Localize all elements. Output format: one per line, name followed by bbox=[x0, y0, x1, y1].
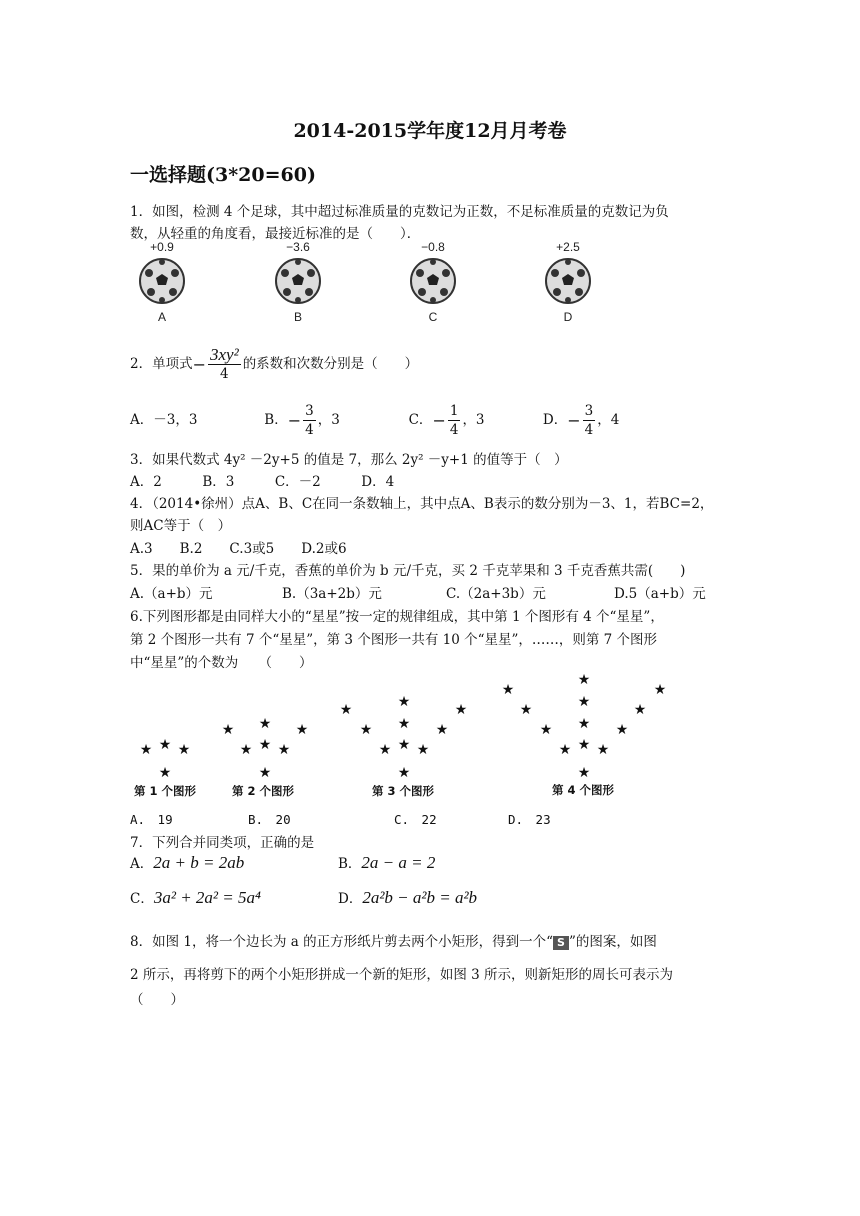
soccer-ball-icon bbox=[273, 256, 323, 306]
fig4-caption: 第 4 个图形 bbox=[552, 783, 615, 797]
star-icon: ★ bbox=[416, 742, 430, 758]
ball-a bbox=[132, 240, 192, 330]
q6-line2: 第 2 个图形一共有 7 个“星星”，第 3 个图形一共有 10 个“星星”，……，则第 7 个图形 bbox=[130, 632, 658, 648]
q4-line2: 则AC等于（ ） bbox=[130, 518, 232, 534]
star-icon: ★ bbox=[221, 722, 235, 738]
q2-option-d: D．− $\frac{3}{4}$ ，4 bbox=[542, 403, 620, 438]
star-icon: ★ bbox=[378, 742, 392, 758]
q6-line3: 中“星星”的个数为 （ ） bbox=[130, 655, 313, 671]
q2-line bbox=[130, 346, 418, 383]
star-icon: ★ bbox=[359, 722, 373, 738]
ball-d-value: +2.5 bbox=[556, 240, 580, 254]
star-icon: ★ bbox=[435, 722, 449, 738]
star-icon: ★ bbox=[501, 682, 515, 698]
q6-option-a: A. 19 bbox=[130, 812, 173, 827]
star-icon: ★ bbox=[577, 716, 591, 732]
star-icon: ★ bbox=[454, 702, 468, 718]
q7-option-a: A．2a + b = 2ab bbox=[130, 853, 245, 872]
q2-option-b: B．− $\frac{3}{4}$ ，3 bbox=[264, 403, 340, 438]
ball-c-letter: C bbox=[428, 310, 438, 324]
ball-c bbox=[403, 240, 463, 330]
q2-minus: − bbox=[192, 355, 206, 374]
ball-b bbox=[268, 240, 328, 330]
q2-option-a: A．－3，3 bbox=[130, 412, 198, 428]
star-icon: ★ bbox=[397, 694, 411, 710]
q6-option-d: D. 23 bbox=[508, 812, 551, 827]
page-title: 2014-2015学年度12月月考卷 bbox=[293, 120, 567, 142]
star-icon: ★ bbox=[653, 682, 667, 698]
star-icon: ★ bbox=[577, 765, 591, 778]
star-icon: ★ bbox=[158, 737, 172, 753]
ball-b-letter: B bbox=[293, 310, 302, 324]
star-icon: ★ bbox=[577, 737, 591, 753]
ball-a-letter: A bbox=[157, 310, 166, 324]
star-icon: ★ bbox=[258, 765, 272, 778]
q5-option-d: D.5（a+b）元 bbox=[614, 586, 706, 602]
star-icon: ★ bbox=[558, 742, 572, 758]
q3-line: 3．如果代数式 4y² －2y+5 的值是 7，那么 2y² －y+1 的值等于（ ） bbox=[130, 452, 568, 468]
star-icon: ★ bbox=[615, 722, 629, 738]
q2-prefix: 2．单项式 bbox=[130, 356, 193, 372]
q5-option-c: C.（2a+3b）元 bbox=[446, 586, 546, 602]
q7-option-b: B．2a − a = 2 bbox=[338, 853, 436, 872]
q8-line1: 8．如图 1，将一个边长为 a 的正方形纸片剪去两个小矩形，得到一个“ S ”的图案，如图 bbox=[130, 934, 657, 950]
q2-option-c: C．− $\frac{1}{4}$ ，3 bbox=[408, 403, 485, 438]
star-icon: ★ bbox=[633, 702, 647, 718]
soccer-ball-icon bbox=[543, 256, 593, 306]
q4-line1: 4．（2014•徐州）点A、B、C在同一条数轴上，其中点A、B表示的数分别为－3、1，若BC=2， bbox=[130, 496, 714, 512]
q2-suffix: 的系数和次数分别是（ ） bbox=[242, 356, 419, 372]
q8-line3: （ ） bbox=[130, 992, 184, 1008]
soccer-ball-icon bbox=[408, 256, 458, 306]
q5-option-b: B.（3a+2b）元 bbox=[282, 586, 382, 602]
star-icon: ★ bbox=[577, 694, 591, 710]
star-icon: ★ bbox=[258, 716, 272, 732]
q5-option-a: A.（a+b）元 bbox=[130, 586, 213, 602]
star-icon: ★ bbox=[577, 672, 591, 688]
ball-d-letter: D bbox=[563, 310, 573, 324]
star-icon: ★ bbox=[397, 716, 411, 732]
soccer-ball-icon bbox=[137, 256, 187, 306]
star-icon: ★ bbox=[539, 722, 553, 738]
q2-numerator: 3xy² bbox=[210, 345, 239, 364]
star-icon: ★ bbox=[158, 765, 172, 778]
star-icon: ★ bbox=[339, 702, 353, 718]
q7-option-c: C．3a² + 2a² = 5a⁴ bbox=[130, 888, 261, 907]
q8-line2: 2 所示，再将剪下的两个小矩形拼成一个新的矩形，如图 3 所示，则新矩形的周长可表示为 bbox=[130, 967, 674, 983]
star-icon: ★ bbox=[277, 742, 291, 758]
q4-options: A.3 B.2 C.3或5 D.2或6 bbox=[130, 541, 347, 557]
q1-line1: 1．如图，检测 4 个足球，其中超过标准质量的克数记为正数，不足标准质量的克数记为负 bbox=[130, 204, 669, 220]
q2-denominator: 4 bbox=[220, 366, 229, 382]
ball-b-value: −3.6 bbox=[286, 240, 310, 254]
fig3-caption: 第 3 个图形 bbox=[372, 784, 435, 798]
star-icon: ★ bbox=[258, 737, 272, 753]
star-pattern-figures bbox=[120, 668, 680, 778]
q6-line1: 6.下列图形都是由同样大小的“星星”按一定的规律组成，其中第 1 个图形有 4 个“星星”， bbox=[130, 609, 664, 625]
star-icon: ★ bbox=[519, 702, 533, 718]
q3-options: A．2 B．3 C．－2 D．4 bbox=[130, 474, 395, 490]
star-icon: ★ bbox=[139, 742, 153, 758]
star-icon: ★ bbox=[295, 722, 309, 738]
q5-line: 5．果的单价为 a 元/千克，香蕉的单价为 b 元/千克，买 2 千克苹果和 3 千克香蕉共需( ) bbox=[130, 563, 686, 579]
star-icon: ★ bbox=[177, 742, 191, 758]
q6-option-c: C. 22 bbox=[394, 812, 437, 827]
fig1-caption: 第 1 个图形 bbox=[134, 784, 197, 798]
q1-line2: 数，从轻重的角度看，最接近标准的是（ ）． bbox=[130, 226, 421, 242]
star-icon: ★ bbox=[239, 742, 253, 758]
fig2-caption: 第 2 个图形 bbox=[232, 784, 295, 798]
q2-fraction bbox=[208, 346, 241, 383]
q7-line: 7．下列合并同类项，正确的是 bbox=[130, 835, 315, 851]
q7-option-d: D．2a²b − a²b = a²b bbox=[338, 888, 478, 907]
star-icon: ★ bbox=[596, 742, 610, 758]
s-shape-icon: S bbox=[553, 936, 569, 950]
q6-option-b: B. 20 bbox=[248, 812, 291, 827]
star-icon: ★ bbox=[397, 765, 411, 778]
ball-d bbox=[538, 240, 598, 330]
section-heading: 一选择题(3*20=60) bbox=[130, 164, 316, 186]
ball-a-value: +0.9 bbox=[150, 240, 174, 254]
q2-options bbox=[130, 402, 619, 439]
ball-c-value: −0.8 bbox=[421, 240, 445, 254]
star-icon: ★ bbox=[397, 737, 411, 753]
